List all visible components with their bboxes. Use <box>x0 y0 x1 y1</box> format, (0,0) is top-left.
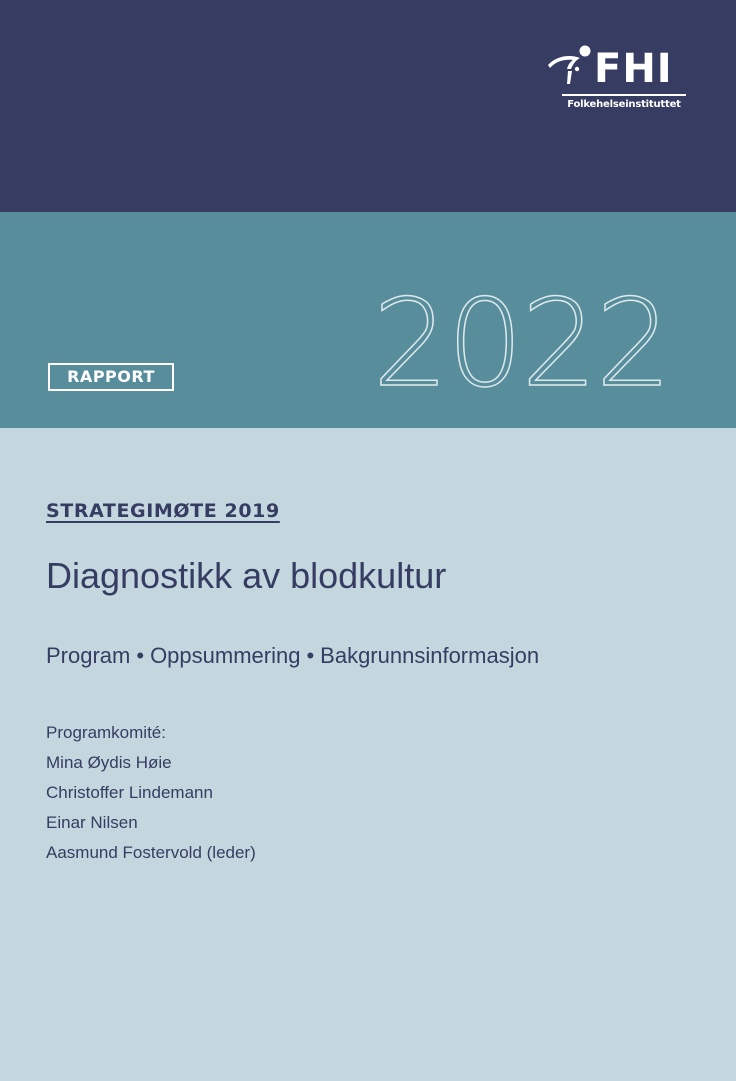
rapport-badge: RAPPORT <box>48 363 174 391</box>
committee-member: Einar Nilsen <box>46 813 138 832</box>
fhi-logo <box>546 44 688 116</box>
subtitle-part: Bakgrunnsinformasjon <box>320 643 540 668</box>
logo-subtitle: Folkehelseinstituttet <box>567 99 681 110</box>
fhi-figure-icon <box>546 44 592 90</box>
logo-wordmark: FHI <box>594 46 673 92</box>
subtitle-part: Program <box>46 643 131 668</box>
subtitle-separator: • <box>136 643 145 668</box>
subtitle-part: Oppsummering <box>150 643 301 668</box>
committee-member: Christoffer Lindemann <box>46 783 213 802</box>
committee-member: Aasmund Fostervold (leder) <box>46 843 256 862</box>
logo-divider <box>562 94 686 96</box>
program-committee <box>46 718 256 868</box>
subtitle-separator: • <box>306 643 315 668</box>
meeting-label: STRATEGIMØTE 2019 <box>46 500 280 522</box>
report-title: Diagnostikk av blodkultur <box>46 555 447 596</box>
committee-member: Mina Øydis Høie <box>46 753 172 772</box>
report-year: 2022 <box>372 275 670 414</box>
report-subtitle <box>46 640 539 672</box>
committee-heading: Programkomité: <box>46 723 166 742</box>
